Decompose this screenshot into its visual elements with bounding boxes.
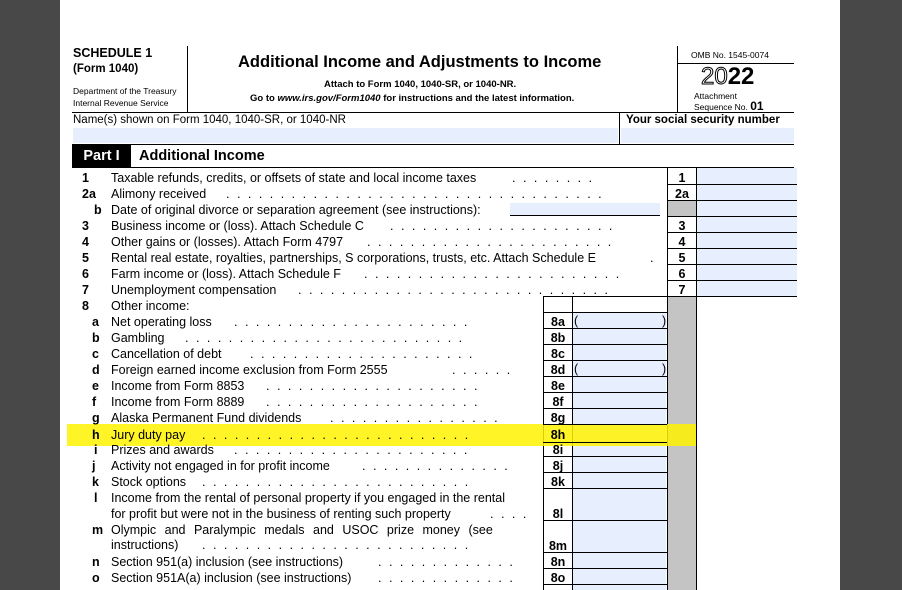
- dept-label: Department of the Treasury: [73, 86, 177, 96]
- schedule-label: SCHEDULE 1: [73, 46, 153, 60]
- name-input[interactable]: [73, 128, 618, 143]
- divorce-date-input[interactable]: [510, 203, 660, 216]
- omb-number: OMB No. 1545-0074: [691, 50, 769, 60]
- sequence-label: Sequence No. 01: [694, 99, 764, 113]
- irs-url-link[interactable]: www.irs.gov/Form1040: [277, 93, 381, 104]
- names-label: Name(s) shown on Form 1040, 1040-SR, or 1040-NR: [73, 114, 346, 126]
- instructions-note: Go to www.irs.gov/Form1040 for instructions and the latest information.: [250, 93, 575, 104]
- part-title: Additional Income: [139, 148, 265, 164]
- form-title: Additional Income and Adjustments to Income: [238, 53, 602, 71]
- irs-label: Internal Revenue Service: [73, 98, 169, 108]
- form-page: SCHEDULE 1 (Form 1040) Department of the Treasury Internal Revenue Service Additional Income and Adjustments to Income Attach to Form 1040, 1040-SR, or 1040-NR. Go to www.irs.gov/Form1040 for instructions and the latest information. OMB No. 1545-0074 2022 Attachment Sequence No. 01 Name(s) shown on Form 1040, 1040-SR, or 1040-NR Your social security number Part I Additional Income 1 Taxable refunds, credits, or offsets of state and local income taxes . . . . . . . . 1 2a Alimony received . . . . . . . . . . . . . . . . . . . . . . . . . . . . . . . . . . . 2a b Date of original divorce or separation agreement (see instructions): 3 Business income or (loss). Attach Schedule C . . . . . . . . . . . . . . . . . . . . . 3 4 Other gains or (losses). Attach Form 4797 . . . . . . . . . . . . . . . . . . . . . . . 4 5 Rental real estate, royalties, partnerships, S corporations, trusts, etc. Attach Schedule E . 5 6 Farm income or (loss). Attach Schedule F . . . . . . . . . . . . . . . . . . . . . . . . 6 7 Unemployment compensation . . . . . . . . . . . . . . . . . . . . . . . . . . . . . 7 8 Other income: a Net operating loss . . . . . . . . . . . . . . . . . . . . . . 8a ( ) b Gambling . . . . . . . . . . . . . . . . . . . . . . . . . . 8b c Cancellation of debt . . . . . . . . . . . . . . . . . . . . . 8c d Foreign earned income exclusion from Form 2555 . . . . . . 8d ( ) e Income from Form 8853 . . . . . . . . . . . . . . . . . . . . 8e f Income from Form 8889 . . . . . . . . . . . . . . . . . . . . 8f g Alaska Permanent Fund dividends . . . . . . . . . . . . . . . . 8g h Jury duty pay . . . . . . . . . . . . . . . . . . . . . . . . . 8h i Prizes and awards . . . . . . . . . . . . . . . . . . . . . . 8i j Activity not engaged in for profit income . . . . . . . . . . . . . . 8j k Stock options . . . . . . . . . . . . . . . . . . . . . . . . . 8k l Income from the rental of personal property if you engaged in the rental for profit but were not in the business of renting such property . . . . 8l m Olympic and Paralympic medals and USOC prize money (see instructions) . . . . . . . . . . . . . . . . . . . . . . . . . 8m n Section 951(a) inclusion (see instructions) . . . . . . . . . . . . . 8n o Section 951A(a) inclusion (see instructions) . . . . . . . . . . . . . 8o: [60, 0, 840, 590]
- sub-amount-column[interactable]: [573, 313, 666, 590]
- tax-year: 2022: [701, 63, 755, 90]
- attach-note: Attach to Form 1040, 1040-SR, or 1040-NR.: [324, 79, 517, 90]
- grey-column-upper: [667, 200, 696, 216]
- ssn-label: Your social security number: [626, 114, 780, 126]
- attachment-label: Attachment: [694, 91, 737, 101]
- form-label: (Form 1040): [73, 63, 139, 75]
- ssn-input[interactable]: [621, 128, 794, 143]
- part-label: Part I: [72, 145, 131, 167]
